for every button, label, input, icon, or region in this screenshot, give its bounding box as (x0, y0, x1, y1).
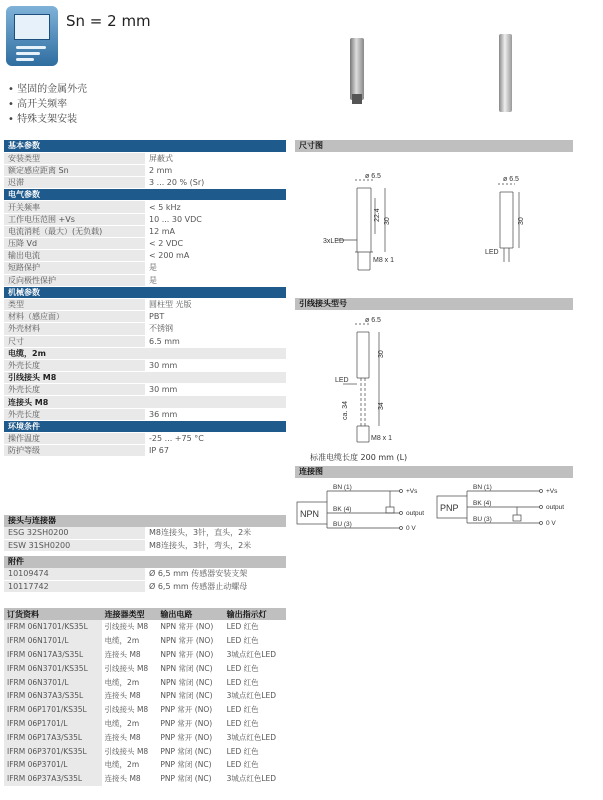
order-row (4, 772, 286, 786)
connectors-title: 接头与连接器 (4, 515, 286, 527)
spec-label: 迟滞 (4, 177, 145, 189)
spec-row (4, 323, 286, 335)
order-row (4, 689, 286, 703)
spec-row (4, 164, 286, 176)
dim3-length2: 34 (378, 402, 385, 410)
spec-value: 不锈钢 (145, 323, 286, 335)
spec-value: 10 ... 30 VDC (145, 213, 286, 225)
order-led: LED 红色 (226, 718, 259, 728)
order-row (4, 620, 286, 634)
order-output: NPN 常开 (NO) (160, 636, 214, 646)
feature-list (8, 82, 87, 127)
spec-value: 30 mm (145, 384, 286, 396)
spec-label: 电流消耗（最大）(无负载) (4, 225, 145, 237)
spec-value: 3 ... 20 % (Sr) (145, 177, 286, 189)
order-led: LED 红色 (226, 677, 259, 687)
accessories-section (4, 556, 286, 593)
spec-section-header (4, 347, 286, 359)
order-led: 3城点红色LED (226, 732, 277, 742)
spec-row (4, 408, 286, 420)
pnp-bk: BK (4) (473, 500, 492, 507)
dim3-length3: ca. 34 (342, 400, 349, 420)
spec-value: 30 mm (145, 359, 286, 371)
spec-value: IP 67 (145, 445, 286, 457)
spec-value: 圆柱型 光版 (145, 298, 286, 310)
order-row (4, 758, 286, 772)
spec-section-label: 电缆，2m (4, 347, 286, 359)
order-model: IFRM 06N1701/KS35L (4, 620, 102, 634)
spec-label: 短路保护 (4, 262, 145, 274)
order-output: NPN 常闭 (NC) (160, 691, 213, 701)
npn-bu: BU (3) (333, 521, 352, 528)
npn-label: NPN (300, 509, 320, 519)
order-led: 3城点红色LED (226, 649, 277, 659)
feature-item: • 坚固的金属外壳 (8, 82, 87, 97)
order-connector: 电缆，2m (104, 677, 140, 687)
spec-row (4, 225, 286, 237)
order-row (4, 730, 286, 744)
order-row (4, 648, 286, 662)
order-connector: 引线接头 M8 (104, 746, 149, 756)
accessory-desc: Ø 6,5 mm 传感器安装支架 (145, 568, 286, 580)
dim1-diameter: ø 6.5 (365, 173, 381, 180)
dimension-drawing (295, 170, 575, 285)
lead-drawing (295, 314, 575, 454)
order-model: IFRM 06N1701/L (4, 634, 102, 648)
dimension-title: 尺寸图 (295, 140, 573, 152)
spec-label: 开关频率 (4, 201, 145, 213)
order-model: IFRM 06P3701/L (4, 758, 102, 772)
dim3-length1: 30 (378, 350, 385, 358)
spec-section-label: 引线接头 M8 (4, 372, 286, 384)
order-model: IFRM 06P37A3/S35L (4, 772, 102, 786)
spec-value: 36 mm (145, 408, 286, 420)
order-connector: 引线接头 M8 (104, 622, 149, 632)
dim2-length: 30 (518, 217, 525, 225)
order-header-output: 输出电路 (157, 608, 223, 620)
order-model: IFRM 06N3701/L (4, 675, 102, 689)
spec-label: 防护等级 (4, 445, 145, 457)
accessory-code: 10109474 (4, 568, 145, 580)
order-led: LED 红色 (226, 663, 259, 673)
dim2-diameter: ø 6.5 (503, 176, 519, 183)
order-output: NPN 常闭 (NC) (160, 663, 213, 673)
connector-desc: M8连接头，3针，直头，2米 (145, 527, 286, 539)
lead-title: 引线接头型号 (295, 298, 573, 310)
spec-row (4, 384, 286, 396)
feature-item: • 特殊支架安装 (8, 112, 87, 127)
order-led: 3城点红色LED (226, 774, 277, 784)
order-output: NPN 常开 (NO) (160, 622, 214, 632)
order-row (4, 717, 286, 731)
feature-item: • 高开关频率 (8, 97, 87, 112)
spec-section-header (4, 420, 286, 432)
wiring-diagram (295, 480, 580, 540)
order-row (4, 703, 286, 717)
connection-title: 连接图 (295, 466, 573, 478)
order-connector: 连接头 M8 (104, 691, 141, 701)
connector-code: ESW 31SH0200 (4, 539, 145, 551)
spec-row (4, 250, 286, 262)
order-connector: 引线接头 M8 (104, 663, 149, 673)
order-output: PNP 常开 (NO) (160, 705, 213, 715)
spec-row (4, 298, 286, 310)
spec-section-label: 环境条件 (4, 420, 286, 432)
spec-label: 输出电流 (4, 250, 145, 262)
spec-label: 外壳材料 (4, 323, 145, 335)
order-connector: 电缆，2m (104, 718, 140, 728)
pnp-label: PNP (440, 503, 459, 513)
connectors-section (4, 515, 286, 552)
order-row (4, 634, 286, 648)
order-led: LED 红色 (226, 636, 259, 646)
spec-label: 类型 (4, 298, 145, 310)
spec-section-header (4, 189, 286, 201)
order-led: LED 红色 (226, 705, 259, 715)
order-connector: 连接头 M8 (104, 774, 141, 784)
spec-label: 外壳长度 (4, 384, 145, 396)
spec-row (4, 445, 286, 457)
spec-row (4, 177, 286, 189)
order-led: 3城点红色LED (226, 691, 277, 701)
spec-value: < 200 mA (145, 250, 286, 262)
spec-label: 外壳长度 (4, 359, 145, 371)
spec-row (4, 335, 286, 347)
sensor-category-icon (6, 6, 58, 66)
order-table (4, 608, 286, 786)
spec-label: 尺寸 (4, 335, 145, 347)
order-header-connector: 连接器类型 (102, 608, 158, 620)
spec-section-header (4, 140, 286, 152)
npn-vs: +Vs (406, 488, 418, 495)
page-title: Sn = 2 mm (66, 12, 151, 30)
order-connector: 电缆，2m (104, 636, 140, 646)
order-connector: 引线接头 M8 (104, 705, 149, 715)
connector-desc: M8连接头，3针，弯头，2米 (145, 539, 286, 551)
spec-label: 材料（感应面） (4, 311, 145, 323)
pnp-zero: 0 V (546, 520, 556, 527)
npn-bn: BN (1) (333, 484, 352, 491)
dim3-thread: M8 x 1 (371, 435, 393, 442)
accessory-code: 10117742 (4, 580, 145, 592)
pnp-output: output (546, 504, 565, 511)
spec-label: 反向极性保护 (4, 274, 145, 286)
spec-label: 工作电压范围 +Vs (4, 213, 145, 225)
order-output: NPN 常开 (NO) (160, 649, 214, 659)
order-model: IFRM 06P3701/KS35L (4, 744, 102, 758)
spec-value: 6.5 mm (145, 335, 286, 347)
spec-value: 12 mA (145, 225, 286, 237)
spec-value: < 5 kHz (145, 201, 286, 213)
spec-section-label: 机械参数 (4, 286, 286, 298)
order-led: LED 红色 (226, 622, 259, 632)
spec-row (4, 238, 286, 250)
dim1-led: 3xLED (323, 238, 345, 245)
order-connector: 连接头 M8 (104, 732, 141, 742)
product-photo-cable (499, 34, 512, 112)
spec-section-label: 连接头 M8 (4, 396, 286, 408)
order-header-led: 输出指示灯 (224, 608, 286, 620)
order-connector: 电缆，2m (104, 760, 140, 770)
spec-value: PBT (145, 311, 286, 323)
dim1-length1: 22.4 (374, 208, 381, 222)
dim1-thread: M8 x 1 (373, 257, 395, 264)
pnp-bu: BU (3) (473, 516, 492, 523)
dim3-diameter: ø 6.5 (365, 317, 381, 324)
spec-value: 屏蔽式 (145, 152, 286, 164)
spec-value: 是 (145, 262, 286, 274)
spec-section-header (4, 286, 286, 298)
order-model: IFRM 06P1701/L (4, 717, 102, 731)
dim3-led: LED (335, 377, 349, 384)
spec-row (4, 213, 286, 225)
spec-section-header (4, 372, 286, 384)
spec-row (4, 311, 286, 323)
spec-section-label: 电气参数 (4, 189, 286, 201)
product-photo-connector-base (352, 94, 362, 104)
order-row (4, 744, 286, 758)
order-model: IFRM 06N17A3/S35L (4, 648, 102, 662)
spec-value: 是 (145, 274, 286, 286)
dim1-length2: 30 (384, 217, 391, 225)
order-led: LED 红色 (226, 760, 259, 770)
spec-label: 安装类型 (4, 152, 145, 164)
spec-row (4, 359, 286, 371)
accessories-title: 附件 (4, 556, 286, 568)
order-model: IFRM 06P17A3/S35L (4, 730, 102, 744)
spec-row (4, 152, 286, 164)
order-model: IFRM 06N37A3/S35L (4, 689, 102, 703)
spec-label: 压降 Vd (4, 238, 145, 250)
spec-label: 外壳长度 (4, 408, 145, 420)
order-row (4, 675, 286, 689)
spec-label: 额定感应距离 Sn (4, 164, 145, 176)
order-output: PNP 常闭 (NC) (160, 774, 212, 784)
lead-caption: 标准电缆长度 200 mm (L) (310, 453, 408, 462)
order-connector: 连接头 M8 (104, 649, 141, 659)
pnp-bn: BN (1) (473, 484, 492, 491)
spec-value: < 2 VDC (145, 238, 286, 250)
spec-label: 操作温度 (4, 433, 145, 445)
product-photo-connector (350, 38, 364, 100)
order-row (4, 661, 286, 675)
dim2-led: LED (485, 249, 499, 256)
spec-table (4, 140, 286, 457)
spec-row (4, 262, 286, 274)
spec-row (4, 433, 286, 445)
connector-code: ESG 32SH0200 (4, 527, 145, 539)
order-output: PNP 常闭 (NC) (160, 760, 212, 770)
accessory-desc: Ø 6,5 mm 传感器止动螺母 (145, 580, 286, 592)
order-output: NPN 常闭 (NC) (160, 677, 213, 687)
connectors-table (4, 527, 286, 552)
spec-value: 2 mm (145, 164, 286, 176)
pnp-vs: +Vs (546, 488, 558, 495)
spec-section-label: 基本参数 (4, 140, 286, 152)
npn-bk: BK (4) (333, 506, 352, 513)
order-output: PNP 常开 (NO) (160, 718, 213, 728)
spec-section-header (4, 396, 286, 408)
spec-row (4, 201, 286, 213)
accessories-table (4, 568, 286, 593)
order-header-model: 订货资料 (4, 608, 102, 620)
spec-row (4, 274, 286, 286)
order-output: PNP 常开 (NO) (160, 732, 213, 742)
npn-zero: 0 V (406, 525, 416, 532)
npn-output: output (406, 510, 425, 517)
order-model: IFRM 06P1701/KS35L (4, 703, 102, 717)
spec-value: -25 ... +75 °C (145, 433, 286, 445)
order-led: LED 红色 (226, 746, 259, 756)
order-model: IFRM 06N3701/KS35L (4, 661, 102, 675)
order-output: PNP 常闭 (NC) (160, 746, 212, 756)
